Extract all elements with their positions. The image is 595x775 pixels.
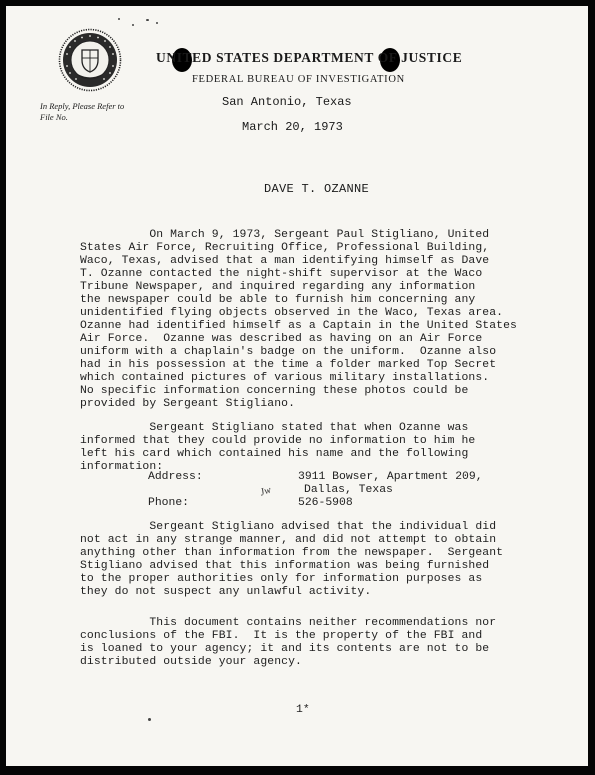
paragraph-4-line: conclusions of the FBI. It is the property of the FBI and — [80, 630, 483, 642]
paragraph-2-line: Sergeant Stigliano stated that when Ozanne was — [80, 422, 469, 434]
paragraph-2-line: left his card which contained his name and the following — [80, 448, 469, 460]
ink-speck — [132, 24, 134, 26]
paragraph-3-line: Sergeant Stigliano advised that the individual did — [80, 521, 497, 533]
paragraph-1-line: Waco, Texas, advised that a man identifying himself as Dave — [80, 255, 490, 267]
paragraph-1-line: On March 9, 1973, Sergeant Paul Stigliano, United — [80, 229, 490, 241]
subject-title: DAVE T. OZANNE — [264, 182, 370, 196]
paragraph-1-line: T. Ozanne contacted the night-shift supervisor at the Waco — [80, 268, 483, 280]
paragraph-1-line: provided by Sergeant Stigliano. — [80, 398, 296, 410]
paragraph-1-line: States Air Force, Recruiting Office, Professional Building, — [80, 242, 490, 254]
phone-value: 526-5908 — [298, 497, 353, 509]
paragraph-1-line: uniform with a chaplain's badge on the uniform. Ozanne also — [80, 346, 497, 358]
ink-speck — [118, 18, 120, 20]
document-date: March 20, 1973 — [242, 120, 343, 134]
paragraph-4-line: This document contains neither recommendations nor — [80, 617, 497, 629]
address-line-1: 3911 Bowser, Apartment 209, — [298, 471, 483, 483]
address-label: Address: — [148, 471, 203, 483]
paragraph-4-line: is loaned to your agency; it and its contents are not to be — [80, 643, 490, 655]
department-heading: UNITED STATES DEPARTMENT OF JUSTICE — [156, 50, 463, 65]
ink-speck — [156, 22, 158, 24]
paragraph-3-line: not act in any strange manner, and did not attempt to obtain — [80, 534, 497, 546]
paragraph-3-line: to the proper authorities only for information purposes as — [80, 573, 483, 585]
paragraph-1-line: the newspaper could be able to furnish him concerning any — [80, 294, 476, 306]
address-line-2: Dallas, Texas — [304, 484, 393, 496]
reply-line-2: File No. — [40, 111, 68, 122]
paragraph-1-line: which contained pictures of various military installations. — [80, 372, 490, 384]
paragraph-2-line: informed that they could provide no information to him he — [80, 435, 476, 447]
paragraph-3-line: Stigliano advised that this information was being furnished — [80, 560, 490, 572]
paragraph-1-line: Tribune Newspaper, and inquired regarding any information — [80, 281, 476, 293]
ink-speck — [146, 19, 149, 21]
handwritten-initials: Jw — [258, 484, 273, 499]
ink-speck — [148, 718, 151, 721]
paragraph-3-line: anything other than information from the newspaper. Sergeant — [80, 547, 504, 559]
paragraph-3-line: they do not suspect any unlawful activity. — [80, 586, 372, 598]
paragraph-4-line: distributed outside your agency. — [80, 656, 302, 668]
phone-label: Phone: — [148, 497, 190, 509]
office-city: San Antonio, Texas — [222, 95, 352, 109]
paragraph-1-line: Air Force. Ozanne was described as having on an Air Force — [80, 333, 483, 345]
paragraph-1-line: unidentified flying objects observed in the Waco, Texas area. — [80, 307, 504, 319]
bureau-heading: FEDERAL BUREAU OF INVESTIGATION — [192, 74, 405, 85]
paragraph-1-line: Ozanne had identified himself as a Captain in the United States — [80, 320, 517, 332]
fbi-seal-icon — [58, 28, 122, 92]
paragraph-2-line: information: — [80, 461, 164, 473]
paragraph-1-line: had in his possession at the time a folder marked Top Secret — [80, 359, 497, 371]
document-page — [6, 6, 588, 766]
paragraph-1-line: No specific information concerning these photos could be — [80, 385, 469, 397]
reply-line-1: In Reply, Please Refer to — [40, 101, 125, 111]
page-number: 1* — [296, 704, 310, 716]
reply-reference — [40, 101, 124, 122]
